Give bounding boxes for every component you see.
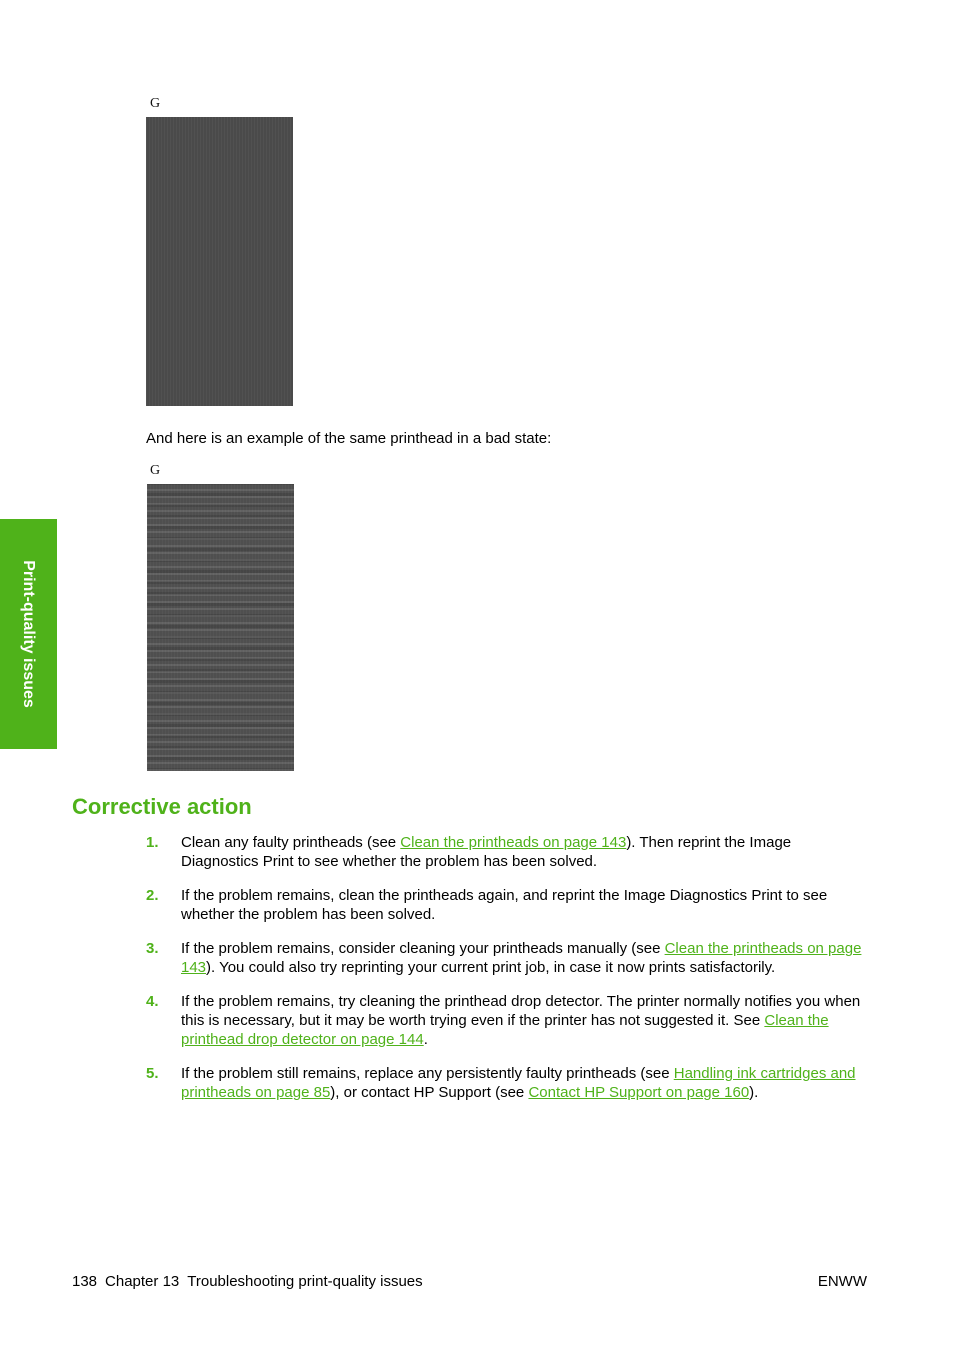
step-text: Clean any faulty printheads (see <box>181 834 401 851</box>
step-text: If the problem remains, consider cleaning your printheads manually (see <box>181 940 665 957</box>
step-item <box>146 833 870 871</box>
step-item <box>146 1064 870 1102</box>
step-text: ). You could also try reprinting your current print job, in case it now prints satisfactorily. <box>206 959 776 976</box>
good-printhead-sample <box>146 117 293 406</box>
step-text: ), or contact HP Support (see <box>330 1084 529 1101</box>
side-tab[interactable] <box>0 519 57 749</box>
contact-hp-support-link[interactable]: Contact HP Support on page 160 <box>528 1084 750 1101</box>
step-text: If the problem remains, try cleaning the printhead drop detector. The printer normally notifies you when this is necessary, but it may be worth trying even if the printer has not suggested it. See <box>181 993 861 1029</box>
bad-printhead-sample <box>147 484 294 771</box>
step-number: 4. <box>146 993 159 1010</box>
chapter-title: Troubleshooting print-quality issues <box>187 1273 423 1290</box>
step-number: 1. <box>146 834 159 851</box>
step-item <box>146 939 870 977</box>
step-text: . <box>423 1031 428 1048</box>
clean-printheads-link[interactable]: Clean the printheads on page 143 <box>400 834 627 851</box>
step-number: 5. <box>146 1065 159 1082</box>
step-number: 2. <box>146 887 159 904</box>
step-item <box>146 886 870 924</box>
page-number: 138 <box>72 1273 98 1290</box>
step-number: 3. <box>146 940 159 957</box>
corrective-steps-list <box>146 833 870 1117</box>
section-title: Corrective action <box>72 794 252 819</box>
clean-drop-detector-link[interactable]: Clean the printhead drop detector on page 144 <box>181 1012 829 1048</box>
handling-ink-cartridges-link[interactable]: Handling ink cartridges and printheads on page 85 <box>181 1065 856 1101</box>
step-text: ). <box>749 1084 759 1101</box>
good-swatch-label: G <box>150 96 161 111</box>
page-footer <box>72 1273 423 1290</box>
bad-swatch-label: G <box>150 463 161 478</box>
clean-printheads-link[interactable]: Clean the printheads on page 143 <box>181 940 862 976</box>
step-text: If the problem remains, clean the printheads again, and reprint the Image Diagnostics Print to see whether the problem has been solved. <box>181 887 828 923</box>
side-tab-label: Print-quality issues <box>20 560 37 708</box>
bad-state-intro: And here is an example of the same printhead in a bad state: <box>146 430 552 447</box>
step-text: If the problem still remains, replace any persistently faulty printheads (see <box>181 1065 674 1082</box>
step-item <box>146 992 870 1049</box>
footer-edition-code: ENWW <box>817 1273 867 1290</box>
step-text: ). Then reprint the Image Diagnostics Print to see whether the problem has been solved. <box>181 834 792 870</box>
chapter-label: Chapter 13 <box>105 1273 180 1290</box>
